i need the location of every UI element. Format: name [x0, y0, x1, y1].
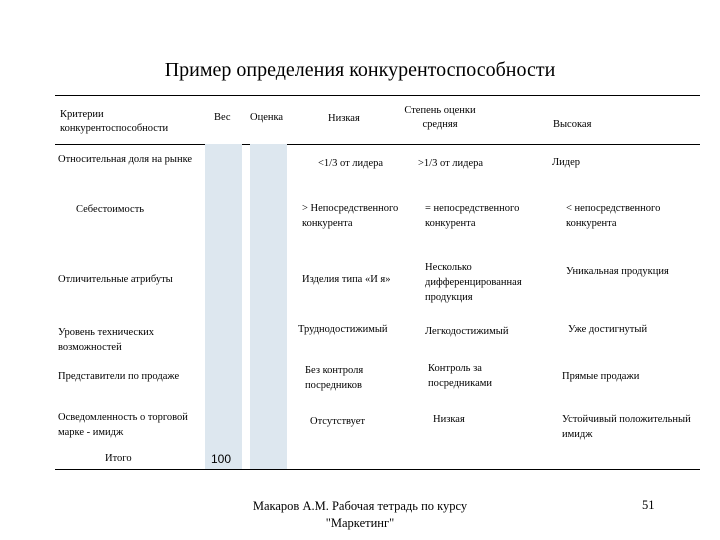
header-degree: Степень оценки: [404, 105, 476, 116]
header-bottom-rule: [55, 144, 700, 145]
page-title: Пример определения конкурентоспособности: [164, 59, 556, 81]
row-5-high: Прямые продажи: [562, 371, 640, 382]
table-top-rule: [55, 95, 700, 96]
row-5-medium: Контроль за посредниками: [428, 363, 493, 389]
row-1-low: <1/3 от лидера: [318, 158, 384, 169]
row-4-medium: Легкодостижимый: [425, 326, 509, 337]
row-6-criterion: Осведомленность о торговой марке - имидж: [58, 412, 188, 438]
row-4-low: Труднодостижимый: [298, 324, 388, 335]
header-medium: средняя: [422, 119, 458, 130]
row-1-high: Лидер: [552, 157, 580, 168]
score-column-fill: [250, 144, 287, 469]
row-3-low: Изделия типа «И я»: [302, 274, 391, 285]
row-5-low: Без контроля посредников: [305, 365, 364, 391]
row-2-high: < непосредственного конкурента: [566, 203, 661, 229]
page-number: 51: [642, 498, 655, 512]
header-score: Оценка: [250, 112, 284, 123]
header-weight: Вес: [214, 112, 231, 123]
total-label: Итого: [105, 453, 132, 464]
row-2-criterion: Себестоимость: [76, 204, 145, 215]
header-high: Высокая: [553, 119, 592, 130]
row-6-medium: Низкая: [433, 414, 465, 425]
row-4-high: Уже достигнутый: [568, 324, 648, 335]
row-1-medium: >1/3 от лидера: [418, 158, 484, 169]
row-6-low: Отсутствует: [310, 416, 365, 427]
row-3-criterion: Отличительные атрибуты: [58, 274, 173, 285]
row-3-medium: Несколько дифференцированная продукция: [425, 262, 522, 303]
table-bottom-rule: [55, 469, 700, 470]
header-low: Низкая: [328, 113, 360, 124]
header-criteria: Критерии конкурентоспособности: [60, 109, 169, 134]
footer-source: Макаров А.М. Рабочая тетрадь по курсу "Маркетинг": [252, 499, 468, 530]
row-2-medium: = непосредственного конкурента: [425, 203, 520, 229]
row-2-low: > Непосредственного конкурента: [302, 203, 399, 229]
row-4-criterion: Уровень технических возможностей: [58, 327, 155, 353]
total-weight: 100: [211, 452, 232, 466]
row-3-high: Уникальная продукция: [566, 266, 669, 277]
row-1-criterion: Относительная доля на рынке: [58, 154, 193, 165]
row-6-high: Устойчивый положительный имидж: [562, 414, 691, 440]
row-5-criterion: Представители по продаже: [58, 371, 180, 382]
